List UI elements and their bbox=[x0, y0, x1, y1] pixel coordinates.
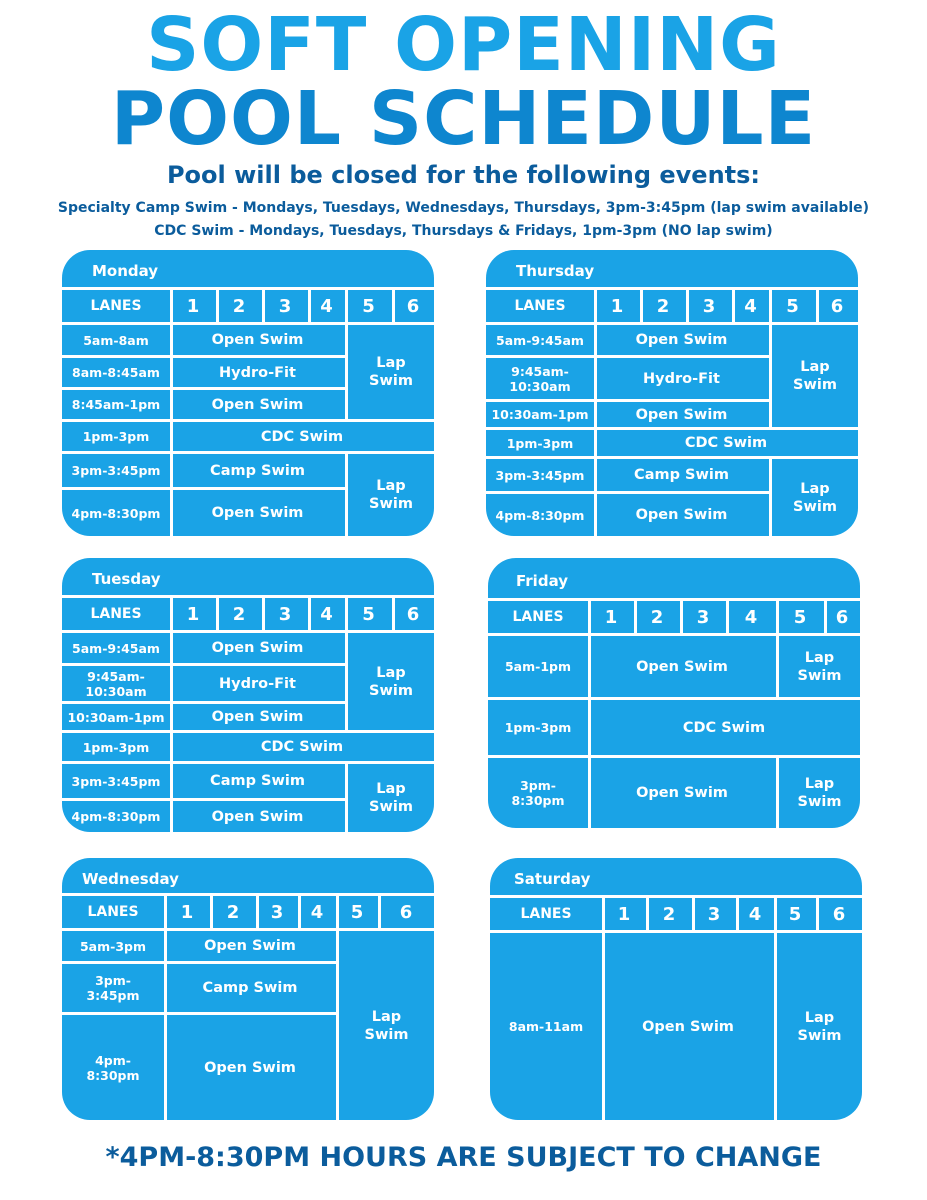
grid-line bbox=[262, 290, 265, 322]
grid-line bbox=[602, 898, 605, 930]
grid-line bbox=[308, 598, 311, 630]
lap-swim-bottom: Lap Swim bbox=[369, 781, 413, 815]
lanes-label: LANES bbox=[90, 606, 142, 622]
lane-number: 5 bbox=[350, 901, 364, 923]
grid-line bbox=[216, 598, 219, 630]
lane-number: 6 bbox=[832, 903, 846, 925]
lane-number: 1 bbox=[186, 603, 200, 625]
grid-line bbox=[488, 598, 860, 601]
activity: Open Swim bbox=[211, 332, 304, 348]
lane-number: 4 bbox=[320, 603, 333, 625]
activity: Open Swim bbox=[642, 1018, 734, 1035]
time-slot: 5am-1pm bbox=[504, 659, 571, 674]
time-slot: 1pm-3pm bbox=[506, 435, 574, 451]
activity: Hydro-Fit bbox=[643, 370, 720, 387]
time-slot: 4pm-8:30pm bbox=[71, 505, 161, 521]
activity: CDC Swim bbox=[682, 719, 766, 736]
grid-line bbox=[776, 601, 779, 633]
lane-number: 6 bbox=[830, 295, 844, 317]
lane-number: 2 bbox=[656, 295, 670, 317]
grid-line bbox=[62, 595, 434, 598]
lane-number: 1 bbox=[604, 606, 618, 628]
lane-number: 1 bbox=[180, 901, 194, 923]
grid-line bbox=[164, 896, 167, 928]
grid-line bbox=[736, 898, 739, 930]
subtitle: Pool will be closed for the following events: bbox=[166, 161, 761, 189]
day-title: Thursday bbox=[516, 262, 595, 280]
activity: Camp Swim bbox=[202, 980, 298, 996]
activity: Open Swim bbox=[635, 507, 728, 523]
time-slot: 1pm-3pm bbox=[82, 739, 150, 755]
grid-line bbox=[298, 896, 301, 928]
grid-line bbox=[640, 290, 643, 322]
grid-line bbox=[378, 896, 381, 928]
lane-number: 2 bbox=[232, 603, 246, 625]
lanes-label: LANES bbox=[520, 906, 572, 922]
time-slot: 8am-11am bbox=[508, 1019, 584, 1034]
grid-line bbox=[686, 290, 689, 322]
time-slot: 8:45am-1pm bbox=[71, 397, 161, 412]
lane-number: 1 bbox=[610, 295, 624, 317]
lane-number: 4 bbox=[320, 295, 333, 317]
time-slot: 3pm-3:45pm bbox=[495, 467, 585, 483]
grid-line bbox=[164, 931, 167, 1120]
lap-swim-bottom: Lap Swim bbox=[797, 776, 842, 810]
lane-number: 5 bbox=[362, 295, 375, 317]
lap-swim: Lap Swim bbox=[364, 1008, 409, 1043]
time-slot: 9:45am- 10:30am bbox=[509, 363, 571, 394]
activity: Open Swim bbox=[204, 1059, 296, 1076]
grid-line bbox=[816, 290, 819, 322]
grid-line bbox=[726, 601, 729, 633]
activity: Open Swim bbox=[204, 938, 296, 954]
grid-line bbox=[769, 459, 772, 536]
time-slot: 3pm- 8:30pm bbox=[511, 778, 565, 808]
grid-line bbox=[345, 454, 348, 536]
grid-line bbox=[776, 636, 779, 697]
grid-line bbox=[170, 290, 173, 322]
grid-line bbox=[345, 290, 348, 322]
grid-line bbox=[210, 896, 213, 928]
lane-number: 3 bbox=[278, 295, 292, 317]
time-slot: 5am-9:45am bbox=[72, 640, 160, 656]
lane-number: 6 bbox=[835, 606, 849, 628]
lanes-label: LANES bbox=[90, 298, 142, 314]
lane-number: 5 bbox=[788, 903, 802, 925]
grid-line bbox=[308, 290, 311, 322]
activity: Camp Swim bbox=[634, 467, 729, 483]
time-slot: 3pm-3:45pm bbox=[71, 463, 161, 478]
grid-line bbox=[646, 898, 649, 930]
footer-note: *4PM-8:30PM HOURS ARE SUBJECT TO CHANGE bbox=[105, 1142, 822, 1173]
grid-line bbox=[170, 633, 173, 832]
lane-number: 4 bbox=[744, 295, 757, 317]
title-line-2: POOL SCHEDULE bbox=[110, 76, 817, 162]
monday-schedule-card bbox=[62, 250, 434, 536]
lap-swim-top: Lap Swim bbox=[793, 359, 837, 393]
grid-line bbox=[392, 290, 395, 322]
time-slot: 5am-8am bbox=[83, 332, 149, 348]
lane-number: 5 bbox=[793, 606, 807, 628]
cdc-swim-note: CDC Swim - Mondays, Tuesdays, Thursdays & Fridays, 1pm-3pm (NO lap swim) bbox=[154, 223, 773, 239]
saturday-schedule-card bbox=[490, 858, 862, 1120]
lap-swim-top: Lap Swim bbox=[797, 649, 842, 684]
day-title: Monday bbox=[92, 262, 159, 280]
time-slot: 8am-8:45am bbox=[72, 365, 160, 380]
lanes-label: LANES bbox=[87, 904, 139, 920]
lane-number: 2 bbox=[662, 903, 676, 925]
activity: Open Swim bbox=[211, 808, 304, 825]
grid-line bbox=[588, 601, 591, 633]
lap-swim-top: Lap Swim bbox=[369, 355, 413, 389]
activity: Open Swim bbox=[211, 709, 304, 725]
time-slot: 3pm-3:45pm bbox=[71, 773, 161, 789]
grid-line bbox=[345, 325, 348, 419]
friday-schedule-card bbox=[488, 558, 860, 828]
activity: CDC Swim bbox=[684, 435, 768, 451]
lane-number: 2 bbox=[226, 901, 240, 923]
lane-number: 3 bbox=[270, 901, 284, 923]
day-title: Wednesday bbox=[82, 870, 179, 888]
time-slot: 10:30am-1pm bbox=[491, 407, 589, 422]
lane-number: 6 bbox=[406, 295, 420, 317]
camp-swim-note: Specialty Camp Swim - Mondays, Tuesdays, Wednesdays, Thursdays, 3pm-3:45pm (lap swim available) bbox=[57, 200, 870, 216]
time-slot: 5am-3pm bbox=[79, 938, 146, 954]
lane-number: 3 bbox=[696, 606, 710, 628]
grid-line bbox=[680, 601, 683, 633]
lane-number: 1 bbox=[617, 903, 631, 925]
day-title: Saturday bbox=[514, 870, 591, 888]
lap-swim-top: Lap Swim bbox=[369, 664, 413, 699]
lap-swim-bottom: Lap Swim bbox=[793, 480, 837, 515]
grid-line bbox=[588, 636, 591, 828]
grid-line bbox=[336, 896, 339, 928]
activity: Open Swim bbox=[635, 332, 728, 348]
activity: Open Swim bbox=[211, 505, 304, 521]
grid-line bbox=[769, 325, 772, 427]
grid-line bbox=[634, 601, 637, 633]
lane-number: 4 bbox=[748, 903, 762, 925]
activity: Open Swim bbox=[211, 640, 304, 656]
time-slot: 1pm-3pm bbox=[504, 720, 572, 735]
lane-number: 3 bbox=[278, 603, 292, 625]
grid-line bbox=[256, 896, 259, 928]
tuesday-schedule-card bbox=[62, 558, 434, 832]
time-slot: 5am-9:45am bbox=[496, 332, 584, 348]
time-slot: 4pm- 8:30pm bbox=[86, 1052, 140, 1083]
grid-line bbox=[776, 758, 779, 828]
lanes-label: LANES bbox=[514, 298, 566, 314]
grid-line bbox=[769, 290, 772, 322]
lanes-label: LANES bbox=[512, 609, 564, 625]
activity: Open Swim bbox=[211, 396, 304, 413]
grid-line bbox=[602, 933, 605, 1120]
lane-number: 3 bbox=[707, 903, 721, 925]
grid-line bbox=[816, 898, 819, 930]
time-slot: 9:45am- 10:30am bbox=[85, 668, 147, 699]
grid-line bbox=[692, 898, 695, 930]
grid-line bbox=[594, 290, 597, 322]
lap-swim-bottom: Lap Swim bbox=[369, 478, 413, 512]
grid-line bbox=[824, 601, 827, 633]
day-title: Tuesday bbox=[92, 570, 161, 588]
lane-number: 2 bbox=[232, 295, 246, 317]
lane-number: 4 bbox=[744, 606, 758, 628]
activity: CDC Swim bbox=[260, 739, 344, 755]
activity: Camp Swim bbox=[210, 462, 305, 479]
activity: Open Swim bbox=[635, 406, 728, 423]
lane-number: 4 bbox=[310, 901, 324, 923]
lane-number: 6 bbox=[406, 603, 420, 625]
grid-line bbox=[732, 290, 735, 322]
grid-line bbox=[345, 633, 348, 730]
wednesday-schedule-card bbox=[62, 858, 434, 1120]
lap-swim: Lap Swim bbox=[797, 1009, 842, 1044]
grid-line bbox=[594, 325, 597, 536]
lane-number: 6 bbox=[399, 901, 413, 923]
time-slot: 4pm-8:30pm bbox=[71, 809, 161, 824]
grid-line bbox=[262, 598, 265, 630]
day-title: Friday bbox=[516, 572, 569, 590]
title-line-1: SOFT OPENING bbox=[146, 2, 781, 88]
activity: Open Swim bbox=[636, 785, 728, 801]
grid-line bbox=[170, 325, 173, 536]
lane-number: 1 bbox=[186, 295, 200, 317]
lane-number: 5 bbox=[362, 603, 375, 625]
grid-line bbox=[774, 898, 777, 930]
time-slot: 10:30am-1pm bbox=[67, 709, 165, 725]
activity: Camp Swim bbox=[210, 773, 305, 789]
lane-number: 3 bbox=[702, 295, 716, 317]
lane-number: 5 bbox=[786, 295, 799, 317]
activity: Open Swim bbox=[636, 658, 728, 675]
grid-line bbox=[490, 895, 862, 898]
grid-line bbox=[62, 287, 434, 290]
activity: CDC Swim bbox=[260, 428, 344, 445]
grid-line bbox=[345, 764, 348, 832]
grid-line bbox=[486, 287, 858, 290]
grid-line bbox=[392, 598, 395, 630]
grid-line bbox=[345, 598, 348, 630]
time-slot: 3pm- 3:45pm bbox=[86, 973, 140, 1003]
time-slot: 4pm-8:30pm bbox=[495, 507, 585, 523]
time-slot: 1pm-3pm bbox=[82, 429, 150, 444]
thursday-schedule-card bbox=[486, 250, 858, 536]
activity: Hydro-Fit bbox=[219, 675, 296, 692]
lane-number: 2 bbox=[650, 606, 664, 628]
grid-line bbox=[216, 290, 219, 322]
activity: Hydro-Fit bbox=[219, 364, 296, 381]
grid-line bbox=[170, 598, 173, 630]
